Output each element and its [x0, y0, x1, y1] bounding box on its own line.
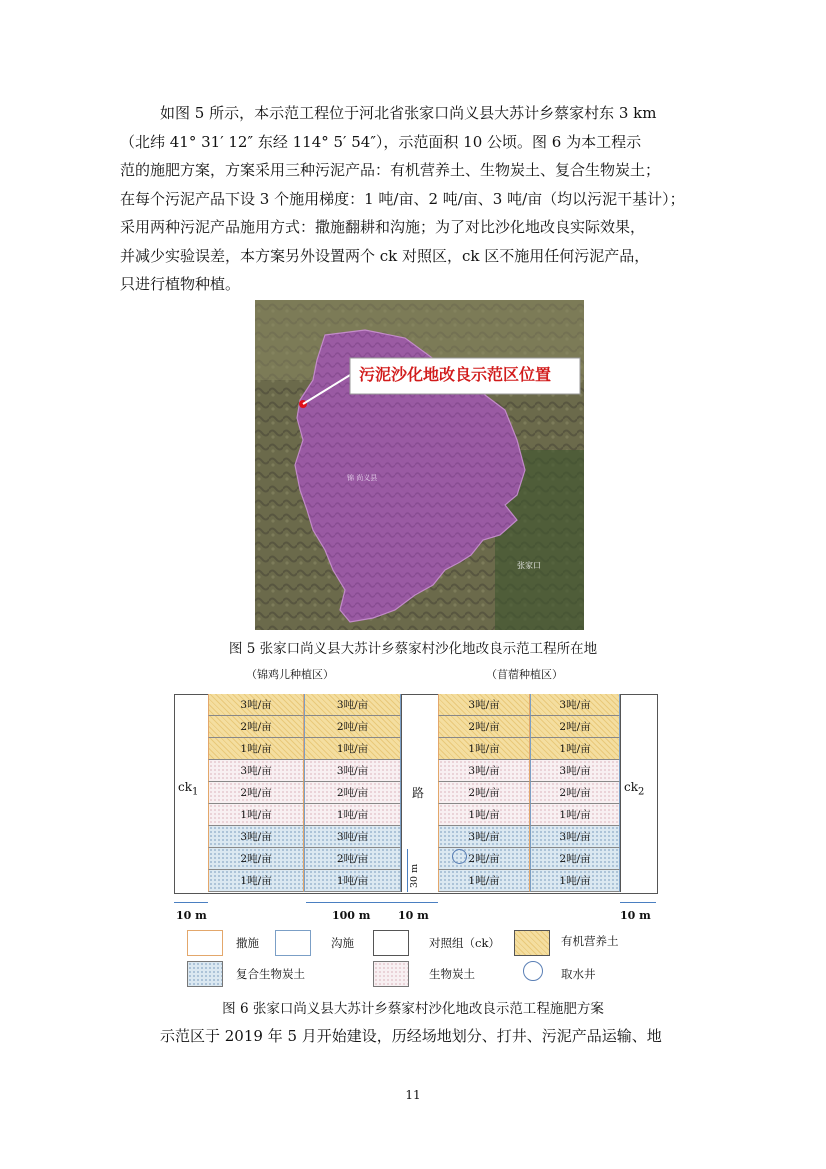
plot-cell: 3吨/亩 — [438, 760, 530, 782]
satellite-map-image — [255, 300, 584, 630]
plot-cell: 1吨/亩 — [438, 870, 530, 892]
dim-10m-left: 10 m — [176, 909, 207, 922]
intro-line: 在每个污泥产品下设 3 个施用梯度：1 吨/亩、2 吨/亩、3 吨/亩（均以污泥干基计）； — [120, 189, 685, 208]
closing-line: 示范区于 2019 年 5 月开始建设，历经场地划分、打井、污泥产品运输、地 — [160, 1027, 662, 1045]
location-map — [255, 300, 584, 630]
dim-30m: 30 m — [409, 863, 420, 888]
plot-cell: 1吨/亩 — [438, 804, 530, 826]
plot-cell: 1吨/亩 — [208, 738, 304, 760]
ck2-label: $ck_2$ — [624, 780, 645, 798]
legend-well-swatch — [523, 961, 543, 981]
region-label: 锦 尚义县 — [347, 474, 378, 482]
plot-cell: 2吨/亩 — [530, 716, 620, 738]
dim-10m-road: 10 m — [398, 909, 429, 922]
plot-cell: 3吨/亩 — [208, 694, 304, 716]
plot-cell: 1吨/亩 — [304, 804, 401, 826]
plot-cell: 2吨/亩 — [208, 716, 304, 738]
plot-cell: 2吨/亩 — [530, 782, 620, 804]
plot-cell: 3吨/亩 — [304, 694, 401, 716]
plot-cell: 1吨/亩 — [530, 738, 620, 760]
plot-cell: 2吨/亩 — [304, 782, 401, 804]
map-callout: 污泥沙化地改良示范区位置 — [359, 365, 552, 384]
ck1-label: $ck_1$ — [178, 780, 199, 798]
plot-cell: 2吨/亩 — [208, 848, 304, 870]
legend-control-swatch — [373, 930, 409, 956]
plot-cell: 1吨/亩 — [208, 870, 304, 892]
dim-100m: 100 m — [332, 909, 371, 922]
legend-organic: 有机营养土 — [561, 934, 619, 948]
left-zone-header: （锦鸡儿种植区） — [246, 668, 334, 681]
city-label: 张家口 — [517, 561, 541, 570]
well-marker — [452, 849, 467, 864]
legend-composite-swatch — [187, 961, 223, 987]
plot-cell: 3吨/亩 — [530, 694, 620, 716]
plot-cell: 3吨/亩 — [304, 760, 401, 782]
right-zone-header: （苜蓿种植区） — [486, 668, 563, 681]
plot-cell: 2吨/亩 — [530, 848, 620, 870]
plot-cell: 3吨/亩 — [438, 694, 530, 716]
legend-control: 对照组（ck） — [429, 936, 500, 950]
plot-cell: 3吨/亩 — [208, 826, 304, 848]
plot-cell: 3吨/亩 — [304, 826, 401, 848]
plot-cell: 2吨/亩 — [304, 716, 401, 738]
closing-paragraph — [160, 1022, 700, 1051]
plot-cell: 2吨/亩 — [208, 782, 304, 804]
plot-cell: 2吨/亩 — [438, 782, 530, 804]
road-label: 路 — [412, 786, 425, 800]
fertilization-diagram — [168, 660, 668, 990]
figure-6-caption: 图 6 张家口尚义县大苏计乡蔡家村沙化地改良示范工程施肥方案 — [222, 1001, 604, 1017]
intro-line: 采用两种污泥产品施用方式：撒施翻耕和沟施；为了对比沙化地改良实际效果， — [120, 218, 646, 236]
intro-line: 如图 5 所示，本示范工程位于河北省张家口尚义县大苏计乡蔡家村东 3 km — [160, 104, 657, 122]
legend-biochar-swatch — [373, 961, 409, 987]
legend-sprinkle-swatch — [187, 930, 223, 956]
intro-paragraph — [120, 99, 700, 299]
plot-cell: 1吨/亩 — [304, 738, 401, 760]
dim-10m-right: 10 m — [620, 909, 651, 922]
plot-cell: 2吨/亩 — [438, 716, 530, 738]
legend-composite: 复合生物炭土 — [236, 967, 305, 981]
intro-line: 范的施肥方案，方案采用三种污泥产品：有机营养土、生物炭土、复合生物炭土； — [120, 161, 661, 179]
plot-cell: 2吨/亩 — [438, 848, 530, 870]
figure-5-caption: 图 5 张家口尚义县大苏计乡蔡家村沙化地改良示范工程所在地 — [228, 641, 598, 657]
page-number: 11 — [405, 1088, 421, 1102]
plot-cell: 1吨/亩 — [438, 738, 530, 760]
legend-well: 取水井 — [561, 967, 596, 981]
legend-sprinkle: 撒施 — [236, 936, 259, 950]
intro-line: 并减少实验误差，本方案另外设置两个 ck 对照区，ck 区不施用任何污泥产品， — [120, 246, 650, 265]
plot-cell: 3吨/亩 — [530, 826, 620, 848]
legend-biochar: 生物炭土 — [429, 967, 475, 981]
plot-cell: 3吨/亩 — [208, 760, 304, 782]
legend-ditch: 沟施 — [331, 936, 354, 950]
plot-cell: 1吨/亩 — [530, 804, 620, 826]
plot-cell: 1吨/亩 — [530, 870, 620, 892]
legend-organic-swatch — [514, 930, 550, 956]
intro-line: （北纬 41° 31′ 12″ 东经 114° 5′ 54″），示范面积 10 公顷。图 6 为本工程示 — [120, 132, 642, 151]
plot-cell: 1吨/亩 — [208, 804, 304, 826]
plot-cell: 1吨/亩 — [304, 870, 401, 892]
plot-cell: 3吨/亩 — [530, 760, 620, 782]
plot-cell: 3吨/亩 — [438, 826, 530, 848]
intro-line: 只进行植物种植。 — [120, 275, 241, 293]
plot-cell: 2吨/亩 — [304, 848, 401, 870]
legend-ditch-swatch — [275, 930, 311, 956]
